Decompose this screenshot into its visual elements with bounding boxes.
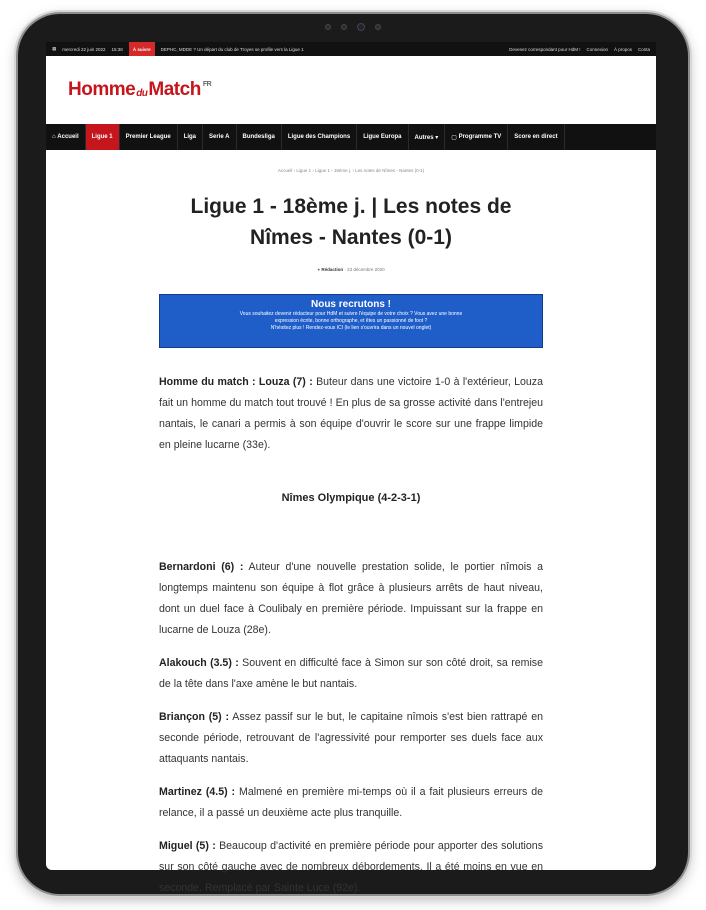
player-rating (159, 557, 543, 641)
main-nav (46, 124, 656, 150)
player-name: Alakouch (3.5) : (159, 657, 239, 669)
logo-text: du (136, 88, 148, 99)
player-name: Bernardoni (6) : (159, 561, 244, 573)
live-badge[interactable]: À suivre (129, 42, 155, 56)
team-heading: Nîmes Olympique (4-2-3-1) (281, 492, 421, 504)
become-writer-link[interactable]: Devenez correspondant pour HdM ! (509, 46, 581, 52)
contact-link[interactable]: Conta (637, 46, 650, 52)
motm-label: Homme du match : Louza (7) : (159, 376, 313, 388)
tablet-frame (18, 14, 688, 894)
sensor-icon (325, 24, 331, 30)
player-comment: Malmené en première mi-temps où il a fait plusieurs erreurs de relance, il a passé un deuxième acte plus tranquille. (159, 786, 543, 819)
tv-icon: ▢ (451, 134, 459, 141)
nav-item-serie-a[interactable]: Serie A (203, 124, 236, 150)
nav-item-tv[interactable] (445, 124, 508, 150)
logo-text: Homme (68, 79, 136, 100)
recruitment-heading: Nous recrutons ! (310, 299, 391, 310)
motm-paragraph (159, 372, 543, 456)
author-link[interactable]: Rédaction (321, 267, 344, 272)
nav-label: Accueil (57, 134, 79, 140)
player-comment: Souvent en difficulté face à Simon sur son côté droit, sa remise de la tête dans l'axe amène le but nantais. (159, 657, 543, 690)
page-title: Ligue 1 - 18ème j. | Les notes de Nîmes - Nantes (0-1) (190, 195, 512, 249)
camera-icon (357, 23, 365, 31)
site-logo[interactable] (68, 79, 211, 101)
nav-item-bundesliga[interactable]: Bundesliga (237, 124, 282, 150)
nav-label: Programme TV (458, 134, 502, 140)
browser-screen (46, 42, 656, 894)
top-strip (46, 42, 656, 56)
nav-item-europa-league[interactable]: Ligue Europa (357, 124, 408, 150)
publish-date: · 23 décembre 2020 (344, 267, 385, 272)
article-meta (46, 267, 656, 272)
player-rating (159, 782, 543, 824)
news-ticker[interactable]: DEPHC, MDDE ? Un départ du club de Troyes se profile vers la Ligue 1 (160, 46, 304, 52)
nav-item-others[interactable]: Autres ▾ (409, 124, 446, 150)
about-link[interactable]: À propos (613, 46, 632, 52)
sensor-icon (375, 24, 381, 30)
player-name: Martinez (4.5) : (159, 786, 236, 798)
calendar-icon: ▦ (52, 46, 57, 51)
player-comment: Assez passif sur le but, le capitaine nîmois s'est bien rattrapé en seconde période, retrouvant de l'agressivité pour remporter ses duels face aux attaquants nantais. (159, 711, 543, 765)
recruitment-banner[interactable] (159, 294, 543, 348)
player-rating (159, 707, 543, 770)
recruitment-text: Vous souhaitez devenir rédacteur pour HdM et suivre l'équipe de votre choix ? Vous avez une bonne (239, 311, 463, 317)
player-comment: Auteur d'une nouvelle prestation solide, le portier nîmois a longtemps maintenu son équipe à flot grâce à plusieurs arrêts de haut niveau, dont un duel face à Coulibaly en première période. Impuissant sur la frappe en lucarne de Louza (28e). (159, 561, 544, 636)
player-rating (159, 836, 543, 899)
motm-text: Buteur dans une victoire 1-0 à l'extérieur, Louza fait un homme du match tout trouvé ! En plus de sa grosse activité dans l'entrejeu nantais, le canari a permis à son équipe d'ouvrir le score sur une frappe limpide en pleine lucarne (33e). (159, 376, 543, 451)
nav-item-live-score[interactable]: Score en direct (508, 124, 564, 150)
recruitment-text: expression écrite, bonne orthographe, et êtes un passionné de foot ? (274, 318, 428, 324)
nav-item-ligue1[interactable]: Ligue 1 (86, 124, 120, 150)
logo-text: Match (148, 79, 201, 100)
player-name: Briançon (5) : (159, 711, 230, 723)
player-rating (159, 653, 543, 695)
user-icon: ● (317, 267, 321, 272)
nav-item-premier-league[interactable]: Premier League (120, 124, 178, 150)
breadcrumb[interactable]: Accueil › Ligue 1 › Ligue 1 › 18ème j. › Les notes de Nîmes - Nantes (0-1) (277, 168, 425, 173)
player-name: Miguel (5) : (159, 840, 216, 852)
nav-item-home[interactable] (46, 124, 86, 150)
login-link[interactable]: Connexion (586, 46, 608, 52)
sensor-icon (341, 24, 347, 30)
site-header (46, 56, 656, 124)
home-icon: ⌂ (52, 134, 58, 140)
player-comment: Beaucoup d'activité en première période pour apporter des solutions sur son côté gauche avec de nombreux débordements. Il a été moins en vue en seconde. Remplacé par Sainte Luce (92e). (159, 840, 543, 894)
logo-suffix: FR (202, 81, 212, 88)
nav-item-liga[interactable]: Liga (178, 124, 203, 150)
current-date: mercredi 22 juin 2022 (62, 46, 106, 52)
article-body (159, 372, 543, 899)
current-time: 15:38 (111, 46, 123, 52)
nav-item-champions-league[interactable]: Ligue des Champions (282, 124, 357, 150)
recruitment-link[interactable]: N'hésitez plus ! Rendez-vous ICI (le lien s'ouvrira dans un nouvel onglet) (270, 325, 432, 331)
camera-bar (325, 23, 381, 31)
